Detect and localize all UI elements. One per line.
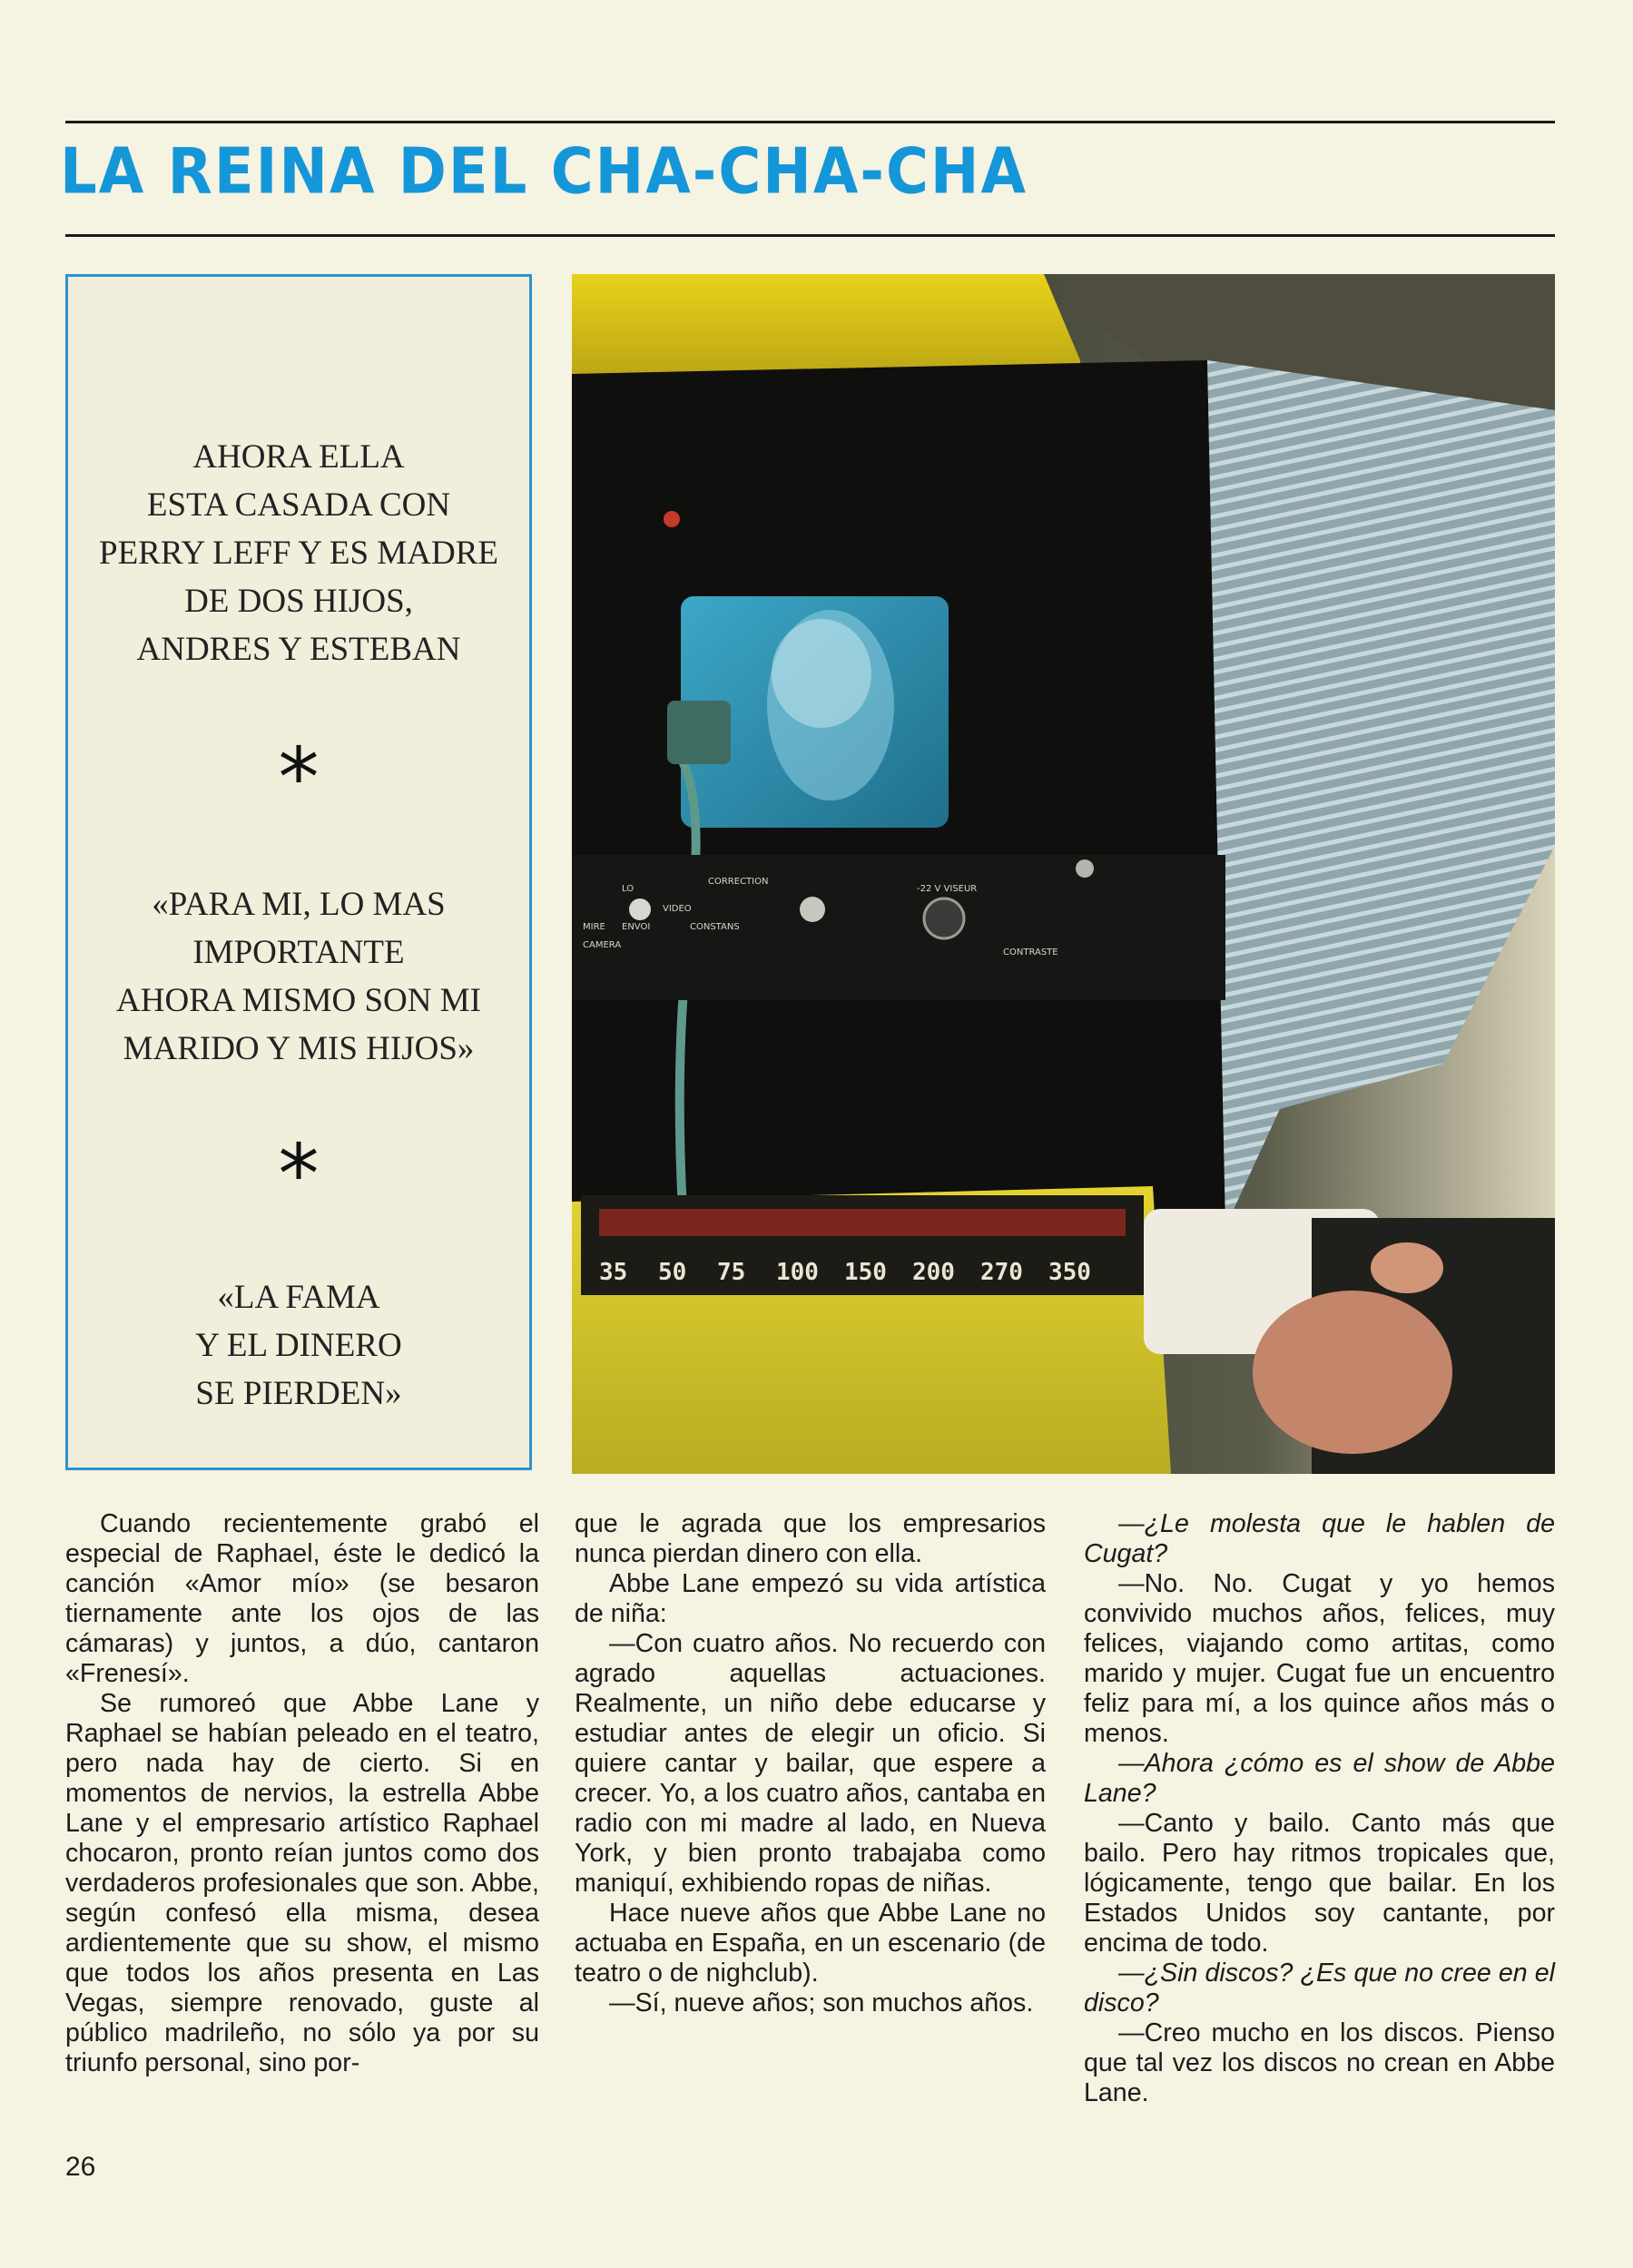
paragraph: Abbe Lane empezó su vida artística de niña: [575,1569,1046,1628]
article-title: LA REINA DEL CHA-CHA-CHA [60,136,1028,209]
tv-camera-photo [572,274,1555,1474]
panel-label: MIRE [583,922,605,932]
dial-number: 75 [717,1259,746,1286]
panel-label: VIDEO [663,904,692,914]
paragraph: —Con cuatro años. No recuerdo con agrado aquellas actuaciones. Realmente, un niño debe educarse y estudiar antes de elegir un oficio. Si quiere cantar y bailar, que espere a crecer. Yo, a los cuatro años, cantaba en radio con mi madre al lado, en Nueva York, y bien pronto trabajaba como maniquí, exhibiendo ropas de niñas. [575,1629,1046,1898]
dial-number: 150 [844,1259,887,1286]
panel-label: ENVOI [622,922,651,932]
panel-label: CAMERA [583,940,622,950]
panel-label: -22 V VISEUR [917,884,978,894]
pull-quote-2: «PARA MI, LO MAS IMPORTANTE AHORA MISMO SON MI MARIDO Y MIS HIJOS» [116,886,481,1067]
panel-label: CONTRASTE [1003,947,1058,957]
paragraph: Hace nueve años que Abbe Lane no actuaba en España, en un escenario (de teatro o de nighclub). [575,1899,1046,1988]
top-rule [65,121,1555,123]
dial-number: 200 [912,1259,955,1286]
page-number: 26 [65,2152,96,2182]
dial-number: 50 [658,1259,687,1286]
panel-label: CONSTANS [690,922,740,932]
dial-number: 100 [776,1259,819,1286]
pull-quote-box [65,274,532,1470]
interview-answer: —Canto y bailo. Canto más que bailo. Pero hay ritmos tropicales que, lógicamente, tengo que bailar. En los Estados Unidos soy cantante, por encima de todo. [1084,1809,1555,1958]
paragraph: Se rumoreó que Abbe Lane y Raphael se habían peleado en el teatro, pero nada hay de cierto. Si en momentos de nervios, la estrella Abbe Lane y el empresario artístico Raphael chocaron, pronto reían juntos como dos verdaderos profesionales que son. Abbe, según confesó ella misma, desea ardientemente que su show, el mismo que todos los años presenta en Las Vegas, siempre renovado, guste al público madrileño, no sólo ya por su triunfo personal, sino por- [65,1689,539,2077]
paragraph: Cuando recientemente grabó el especial de Raphael, éste le dedicó la canción «Amor mío» (se besaron tiernamente ante los ojos de las cámaras) y juntos, a dúo, cantaron «Frenesí». [65,1509,539,1688]
dial-number: 270 [980,1259,1023,1286]
dial-number: 350 [1048,1259,1091,1286]
interview-answer: —Creo mucho en los discos. Pienso que tal vez los discos no crean en Abbe Lane. [1084,2018,1555,2107]
panel-label: CORRECTION [708,877,769,887]
pull-quote-1: AHORA ELLA ESTA CASADA CON PERRY LEFF Y ES MADRE DE DOS HIJOS, ANDRES Y ESTEBAN [99,438,498,668]
text-column-3 [1084,1509,1555,2108]
interview-question: —¿Le molesta que le hablen de Cugat? [1084,1509,1555,1568]
paragraph: —Sí, nueve años; son muchos años. [609,1988,1034,2018]
bottom-rule [65,234,1555,237]
dial-numbers [599,1259,1091,1286]
interview-question: —¿Sin discos? ¿Es que no cree en el disco? [1084,1959,1555,2018]
interview-question: —Ahora ¿cómo es el show de Abbe Lane? [1084,1749,1555,1808]
text-column-1 [65,1509,539,2078]
interview-answer: —No. No. Cugat y yo hemos convivido muchos años, felices, muy felices, viajando como artitas, como marido y mujer. Cugat fue un encuentro feliz para mí, a los quince años más o menos. [1084,1569,1555,1748]
dial-number: 35 [599,1259,628,1286]
pull-quote-3: «LA FAMA Y EL DINERO SE PIERDEN» [195,1279,402,1412]
asterisk-separator-2: * [278,1127,320,1222]
text-column-2 [575,1509,1046,2018]
panel-label: LO [622,884,635,894]
asterisk-separator-1: * [278,731,320,826]
paragraph: que le agrada que los empresarios nunca pierdan dinero con ella. [575,1509,1046,1568]
